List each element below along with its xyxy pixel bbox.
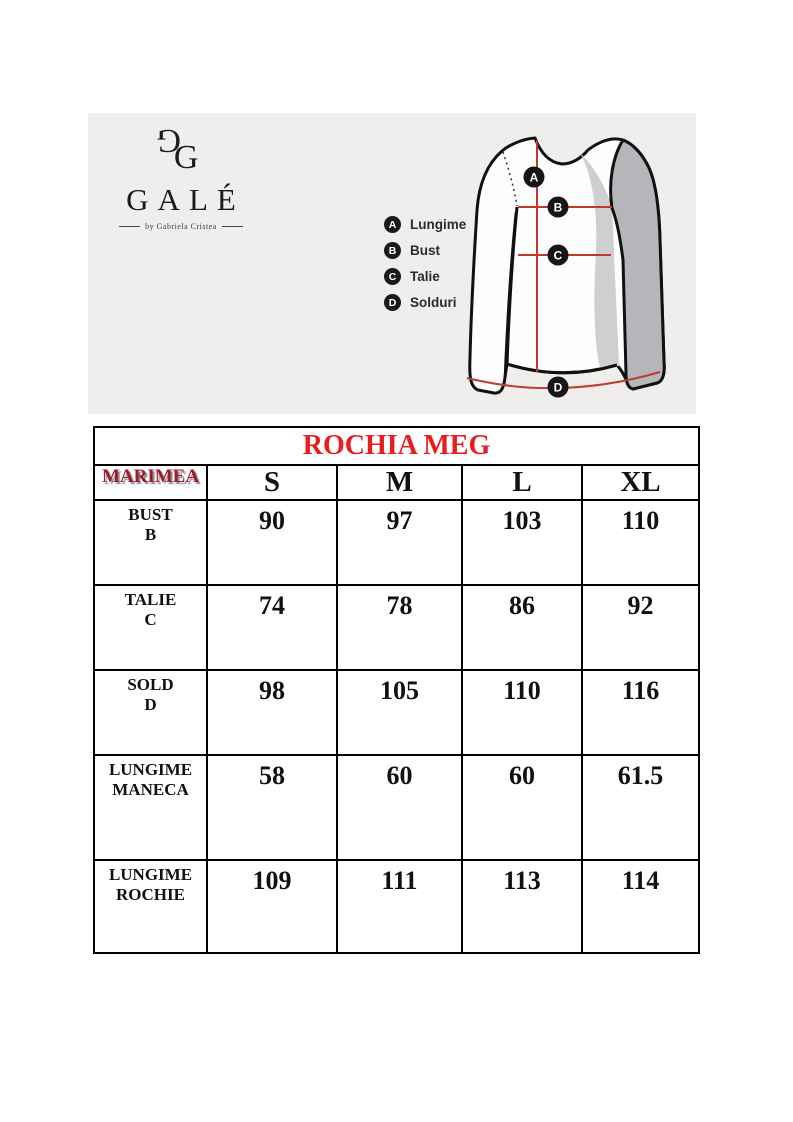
size-header-s: S <box>207 465 337 500</box>
gale-monogram-icon <box>149 123 213 175</box>
legend-item-bust: B Bust <box>384 242 466 259</box>
row-label-sold: SOLD D <box>94 670 207 755</box>
product-title: ROCHIA MEG <box>94 427 699 465</box>
table-row-lungime-rochie: LUNGIME ROCHIE 109 111 113 114 <box>94 860 699 953</box>
svg-text:D: D <box>553 380 563 395</box>
tagline-rule-left <box>119 226 140 227</box>
size-chart-table-wrap <box>93 426 700 954</box>
legend-badge-a: A <box>384 216 401 233</box>
row-label-lungime-maneca: LUNGIME MANECA <box>94 755 207 860</box>
header-row <box>94 465 699 500</box>
table-row-talie: TALIE C 74 78 86 92 <box>94 585 699 670</box>
hero-section <box>88 113 696 414</box>
legend-badge-d: D <box>384 294 401 311</box>
table-row-lungime-maneca: LUNGIME MANECA 58 60 60 61.5 <box>94 755 699 860</box>
legend-item-talie: C Talie <box>384 268 466 285</box>
brand-name: GALÉ <box>126 182 245 217</box>
legend-badge-c: C <box>384 268 401 285</box>
table-row-bust: BUST B 90 97 103 110 <box>94 500 699 585</box>
brand-tagline-row <box>106 222 256 231</box>
size-header-m: M <box>337 465 462 500</box>
measurement-legend <box>384 216 466 311</box>
garment-diagram <box>460 120 695 410</box>
svg-text:C: C <box>553 248 563 263</box>
brand-tagline: by Gabriela Cristea <box>145 222 217 231</box>
size-chart-table <box>93 426 700 954</box>
tagline-rule-right <box>222 226 243 227</box>
svg-text:G: G <box>156 123 181 160</box>
legend-item-solduri: D Solduri <box>384 294 466 311</box>
marimea-header: MARIMEA <box>94 465 207 500</box>
svg-text:B: B <box>553 200 563 215</box>
legend-item-lungime: A Lungime <box>384 216 466 233</box>
legend-badge-b: B <box>384 242 401 259</box>
svg-text:G: G <box>173 138 199 175</box>
size-header-l: L <box>462 465 582 500</box>
brand-logo <box>106 123 256 231</box>
row-label-talie: TALIE C <box>94 585 207 670</box>
size-header-xl: XL <box>582 465 699 500</box>
table-row-sold: SOLD D 98 105 110 116 <box>94 670 699 755</box>
row-label-bust: BUST B <box>94 500 207 585</box>
row-label-lungime-rochie: LUNGIME ROCHIE <box>94 860 207 953</box>
svg-text:A: A <box>529 170 539 185</box>
